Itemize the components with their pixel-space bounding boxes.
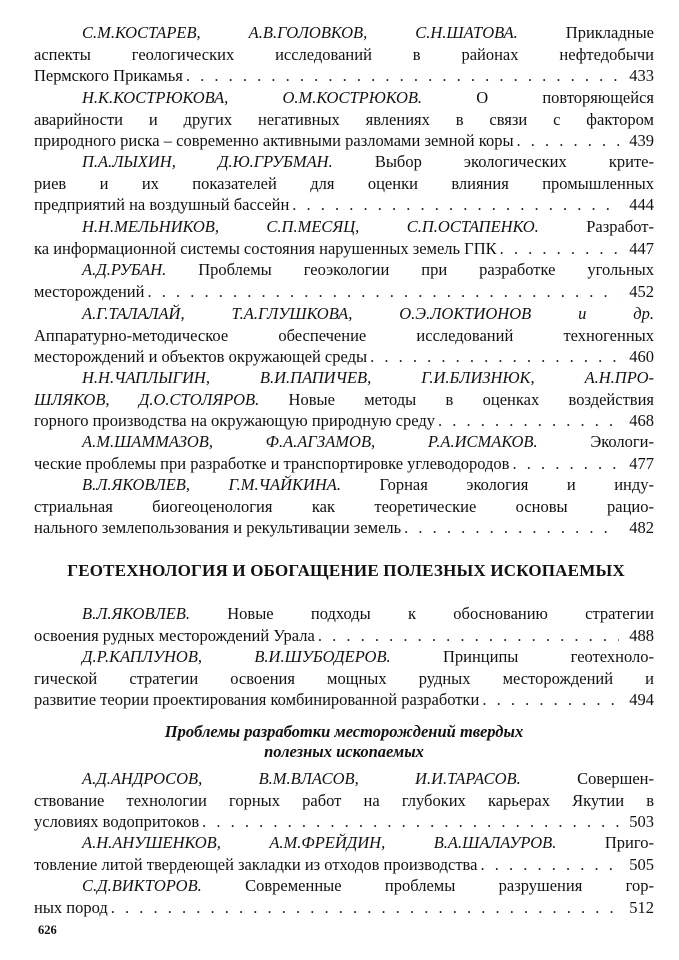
entry-text: условиях водопритоков — [34, 812, 200, 832]
entry-text: Экологи- — [537, 432, 654, 451]
toc-entry — [34, 646, 654, 711]
entry-last-line — [34, 281, 654, 303]
entry-authors: Н.К.КОСТРЮКОВА, О.М.КОСТРЮКОВ. — [82, 88, 423, 107]
leader-dots — [438, 410, 619, 432]
entry-last-line — [34, 410, 654, 432]
entry-text: О повторяющейся — [422, 88, 654, 107]
entry-text: Новые методы в оценках воздействия — [259, 389, 654, 409]
entry-text: аспекты геологических исследований в районах нефтедобычи — [34, 44, 654, 64]
entry-authors: ШЛЯКОВ, Д.О.СТОЛЯРОВ. — [34, 389, 260, 409]
subsection-line: Проблемы разработки месторождений твердых — [164, 722, 524, 741]
entry-authors: А.Г.ТАЛАЛАЙ, Т.А.ГЛУШКОВА, О.Э.ЛОКТИОНОВ и др. — [82, 304, 654, 323]
entry-text: Приго- — [556, 833, 654, 852]
toc-entry — [34, 303, 654, 368]
entry-authors: С.Д.ВИКТОРОВ. — [82, 876, 202, 895]
entry-text: природного риска – современно активными разломами земной коры — [34, 131, 514, 151]
leader-dots — [404, 517, 619, 539]
entry-line — [34, 44, 654, 66]
section-title: ГЕОТЕХНОЛОГИЯ И ОБОГАЩЕНИЕ ПОЛЕЗНЫХ ИСКОПАЕМЫХ — [67, 561, 625, 580]
toc-entry — [34, 87, 654, 152]
entry-text: горного производства на окружающую природную среду — [34, 411, 436, 431]
leader-dots — [186, 65, 619, 87]
entry-text: ка информационной системы состояния нарушенных земель ГПК — [34, 238, 497, 258]
entry-line — [34, 875, 654, 897]
entry-text: Горная экология и инду- — [341, 475, 654, 494]
entry-text: стриальная биогеоценология как теоретические основы рацио- — [34, 496, 654, 516]
entry-last-line — [34, 65, 654, 87]
leader-dots — [512, 453, 619, 475]
entry-text: Прикладные — [517, 23, 654, 42]
entry-authors: А.Д.РУБАН. — [82, 260, 167, 279]
entry-authors: В.Л.ЯКОВЛЕВ, Г.М.ЧАЙКИНА. — [82, 475, 341, 494]
entry-text: Принципы геотехноло- — [390, 647, 654, 666]
entry-text: Совершен- — [520, 769, 654, 788]
leader-dots — [482, 689, 619, 711]
toc-entry — [34, 151, 654, 216]
entry-text: Разработ- — [538, 217, 654, 236]
leader-dots — [202, 811, 619, 833]
entry-last-line — [34, 689, 654, 711]
entry-text: аварийности и других негативных явлениях в связи с фактором — [34, 109, 654, 129]
entry-page-number: 494 — [629, 690, 654, 710]
entry-last-line — [34, 625, 654, 647]
entry-line — [34, 22, 654, 44]
entry-text: ных пород — [34, 897, 108, 917]
toc-entry — [34, 431, 654, 474]
entry-text: месторождений — [34, 281, 145, 301]
entry-last-line — [34, 854, 654, 876]
entry-line — [34, 431, 654, 453]
leader-dots — [480, 854, 619, 876]
subsection-title — [34, 722, 654, 762]
entry-page-number: 447 — [629, 238, 654, 258]
entry-line — [34, 496, 654, 518]
leader-dots — [111, 897, 619, 919]
leader-dots — [500, 238, 619, 260]
entry-text: гической стратегии освоения мощных рудных месторождений и — [34, 668, 654, 688]
entry-authors: А.М.ШАММАЗОВ, Ф.А.АГЗАМОВ, Р.А.ИСМАКОВ. — [82, 432, 538, 451]
entry-text: Современные проблемы разрушения гор- — [201, 876, 654, 895]
leader-dots — [517, 130, 619, 152]
entry-line — [34, 474, 654, 496]
entry-page-number: 505 — [629, 854, 654, 874]
entry-line — [34, 790, 654, 812]
entry-text: Проблемы геоэкологии при разработке угольных — [166, 260, 654, 279]
entry-line — [34, 216, 654, 238]
toc-entry — [34, 216, 654, 259]
entry-text: нального землепользования и рекультивации земель — [34, 518, 402, 538]
entry-text: освоения рудных месторождений Урала — [34, 625, 315, 645]
entry-text: товление литой твердеющей закладки из отходов производства — [34, 854, 478, 874]
entry-last-line — [34, 194, 654, 216]
entry-page-number: 488 — [629, 625, 654, 645]
entry-authors: А.Н.АНУШЕНКОВ, А.М.ФРЕЙДИН, В.А.ШАЛАУРОВ. — [82, 833, 557, 852]
entry-last-line — [34, 517, 654, 539]
entry-authors: А.Д.АНДРОСОВ, В.М.ВЛАСОВ, И.И.ТАРАСОВ. — [82, 769, 521, 788]
entry-line — [34, 151, 654, 173]
subsection-line: полезных ископаемых — [264, 742, 424, 761]
entry-line — [34, 832, 654, 854]
entry-last-line — [34, 453, 654, 475]
entry-page-number: 433 — [629, 66, 654, 86]
toc-entry — [34, 367, 654, 432]
entry-text: ствование технологии горных работ на глубоких карьерах Якутии в — [34, 790, 654, 810]
entry-text: риев и их показателей для оценки влияния промышленных — [34, 173, 654, 193]
leader-dots — [147, 281, 619, 303]
leader-dots — [318, 625, 619, 647]
entry-line — [34, 668, 654, 690]
entry-line — [34, 109, 654, 131]
entry-page-number: 477 — [629, 453, 654, 473]
leader-dots — [292, 194, 619, 216]
entry-line — [34, 173, 654, 195]
toc-entry — [34, 603, 654, 646]
entry-text: месторождений и объектов окружающей среды — [34, 347, 368, 367]
entry-last-line — [34, 346, 654, 368]
entry-line — [34, 603, 654, 625]
entry-line — [34, 259, 654, 281]
entry-text: предприятий на воздушный бассейн — [34, 195, 290, 215]
toc-entry — [34, 768, 654, 833]
entry-text: Выбор экологических крите- — [332, 152, 654, 171]
entry-text: Пермского Прикамья — [34, 66, 183, 86]
entry-page-number: 439 — [629, 131, 654, 151]
entry-last-line — [34, 897, 654, 919]
entry-line — [34, 87, 654, 109]
entry-last-line — [34, 811, 654, 833]
entry-page-number: 512 — [629, 897, 654, 917]
entry-authors: В.Л.ЯКОВЛЕВ. — [82, 604, 190, 623]
entry-text: Новые подходы к обоснованию стратегии — [189, 604, 654, 623]
entry-page-number: 452 — [629, 281, 654, 301]
entry-page-number: 503 — [629, 812, 654, 832]
entry-line — [34, 768, 654, 790]
page-number: 626 — [38, 923, 57, 937]
entry-text: ческие проблемы при разработке и транспортировке углеводородов — [34, 453, 510, 473]
entry-line — [34, 389, 654, 411]
entry-authors: Н.Н.МЕЛЬНИКОВ, С.П.МЕСЯЦ, С.П.ОСТАПЕНКО. — [82, 217, 539, 236]
entry-text: Аппаратурно-методическое обеспечение исследований техногенных — [34, 325, 654, 345]
entry-authors: Н.Н.ЧАПЛЫГИН, В.И.ПАПИЧЕВ, Г.И.БЛИЗНЮК, А.Н.ПРО- — [82, 368, 654, 387]
entry-authors: Д.Р.КАПЛУНОВ, В.И.ШУБОДЕРОВ. — [82, 647, 391, 666]
entry-text: развитие теории проектирования комбинированной разработки — [34, 690, 480, 710]
leader-dots — [370, 346, 619, 368]
entry-line — [34, 367, 654, 389]
entry-line — [34, 325, 654, 347]
toc-entry — [34, 22, 654, 87]
toc-entry — [34, 875, 654, 918]
entry-authors: С.М.КОСТАРЕВ, А.В.ГОЛОВКОВ, С.Н.ШАТОВА. — [82, 23, 518, 42]
entry-page-number: 444 — [629, 195, 654, 215]
toc-entry — [34, 474, 654, 539]
toc-entry — [34, 832, 654, 875]
entry-last-line — [34, 238, 654, 260]
entry-page-number: 468 — [629, 411, 654, 431]
entry-authors: П.А.ЛЫХИН, Д.Ю.ГРУБМАН. — [82, 152, 333, 171]
toc-entry — [34, 259, 654, 302]
entry-line — [34, 303, 654, 325]
entry-page-number: 482 — [629, 518, 654, 538]
entry-last-line — [34, 130, 654, 152]
entry-line — [34, 646, 654, 668]
entry-page-number: 460 — [629, 347, 654, 367]
